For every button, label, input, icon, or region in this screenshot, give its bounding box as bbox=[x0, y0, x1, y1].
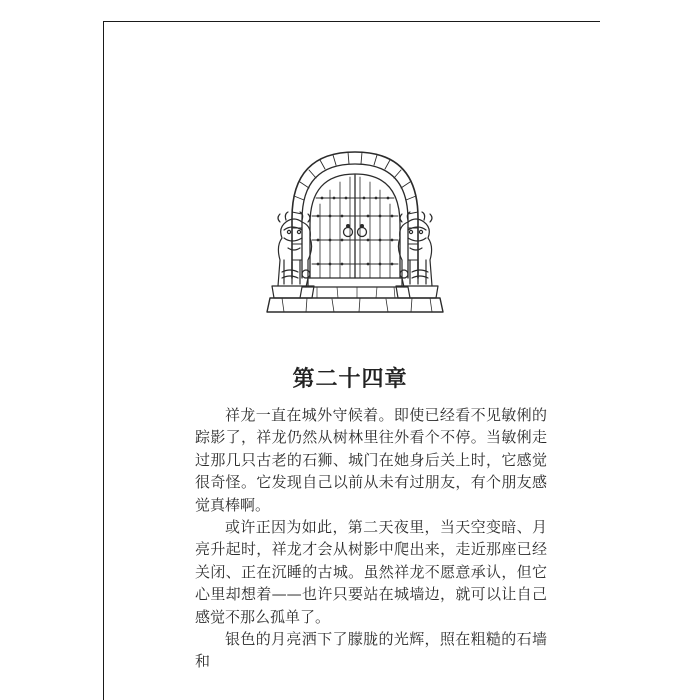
paragraph: 祥龙一直在城外守候着。即使已经看不见敏俐的踪影了，祥龙仍然从树林里往外看个不停。当敏俐走过那几只古老的石狮、城门在她身后关上时，它感觉很奇怪。它发现自己以前从未有过朋友，有个朋友感觉真棒啊。 bbox=[195, 406, 547, 514]
paragraph: 银色的月亮洒下了朦胧的光辉，照在粗糙的石墙和 bbox=[195, 630, 547, 671]
chapter-body bbox=[195, 404, 547, 673]
city-gate-with-stone-lions-icon bbox=[262, 148, 448, 318]
chapter-title: 第二十四章 bbox=[292, 366, 408, 392]
page-border-left bbox=[103, 21, 104, 700]
paragraph: 或许正因为如此，第二天夜里，当天空变暗、月亮升起时，祥龙才会从树影中爬出来，走近那座已经关闭、正在沉睡的古城。虽然祥龙不愿意承认，但它心里却想着——也许只要站在城墙边，就可以让自己感觉不那么孤单了。 bbox=[195, 518, 547, 626]
page-border-top bbox=[103, 21, 600, 22]
